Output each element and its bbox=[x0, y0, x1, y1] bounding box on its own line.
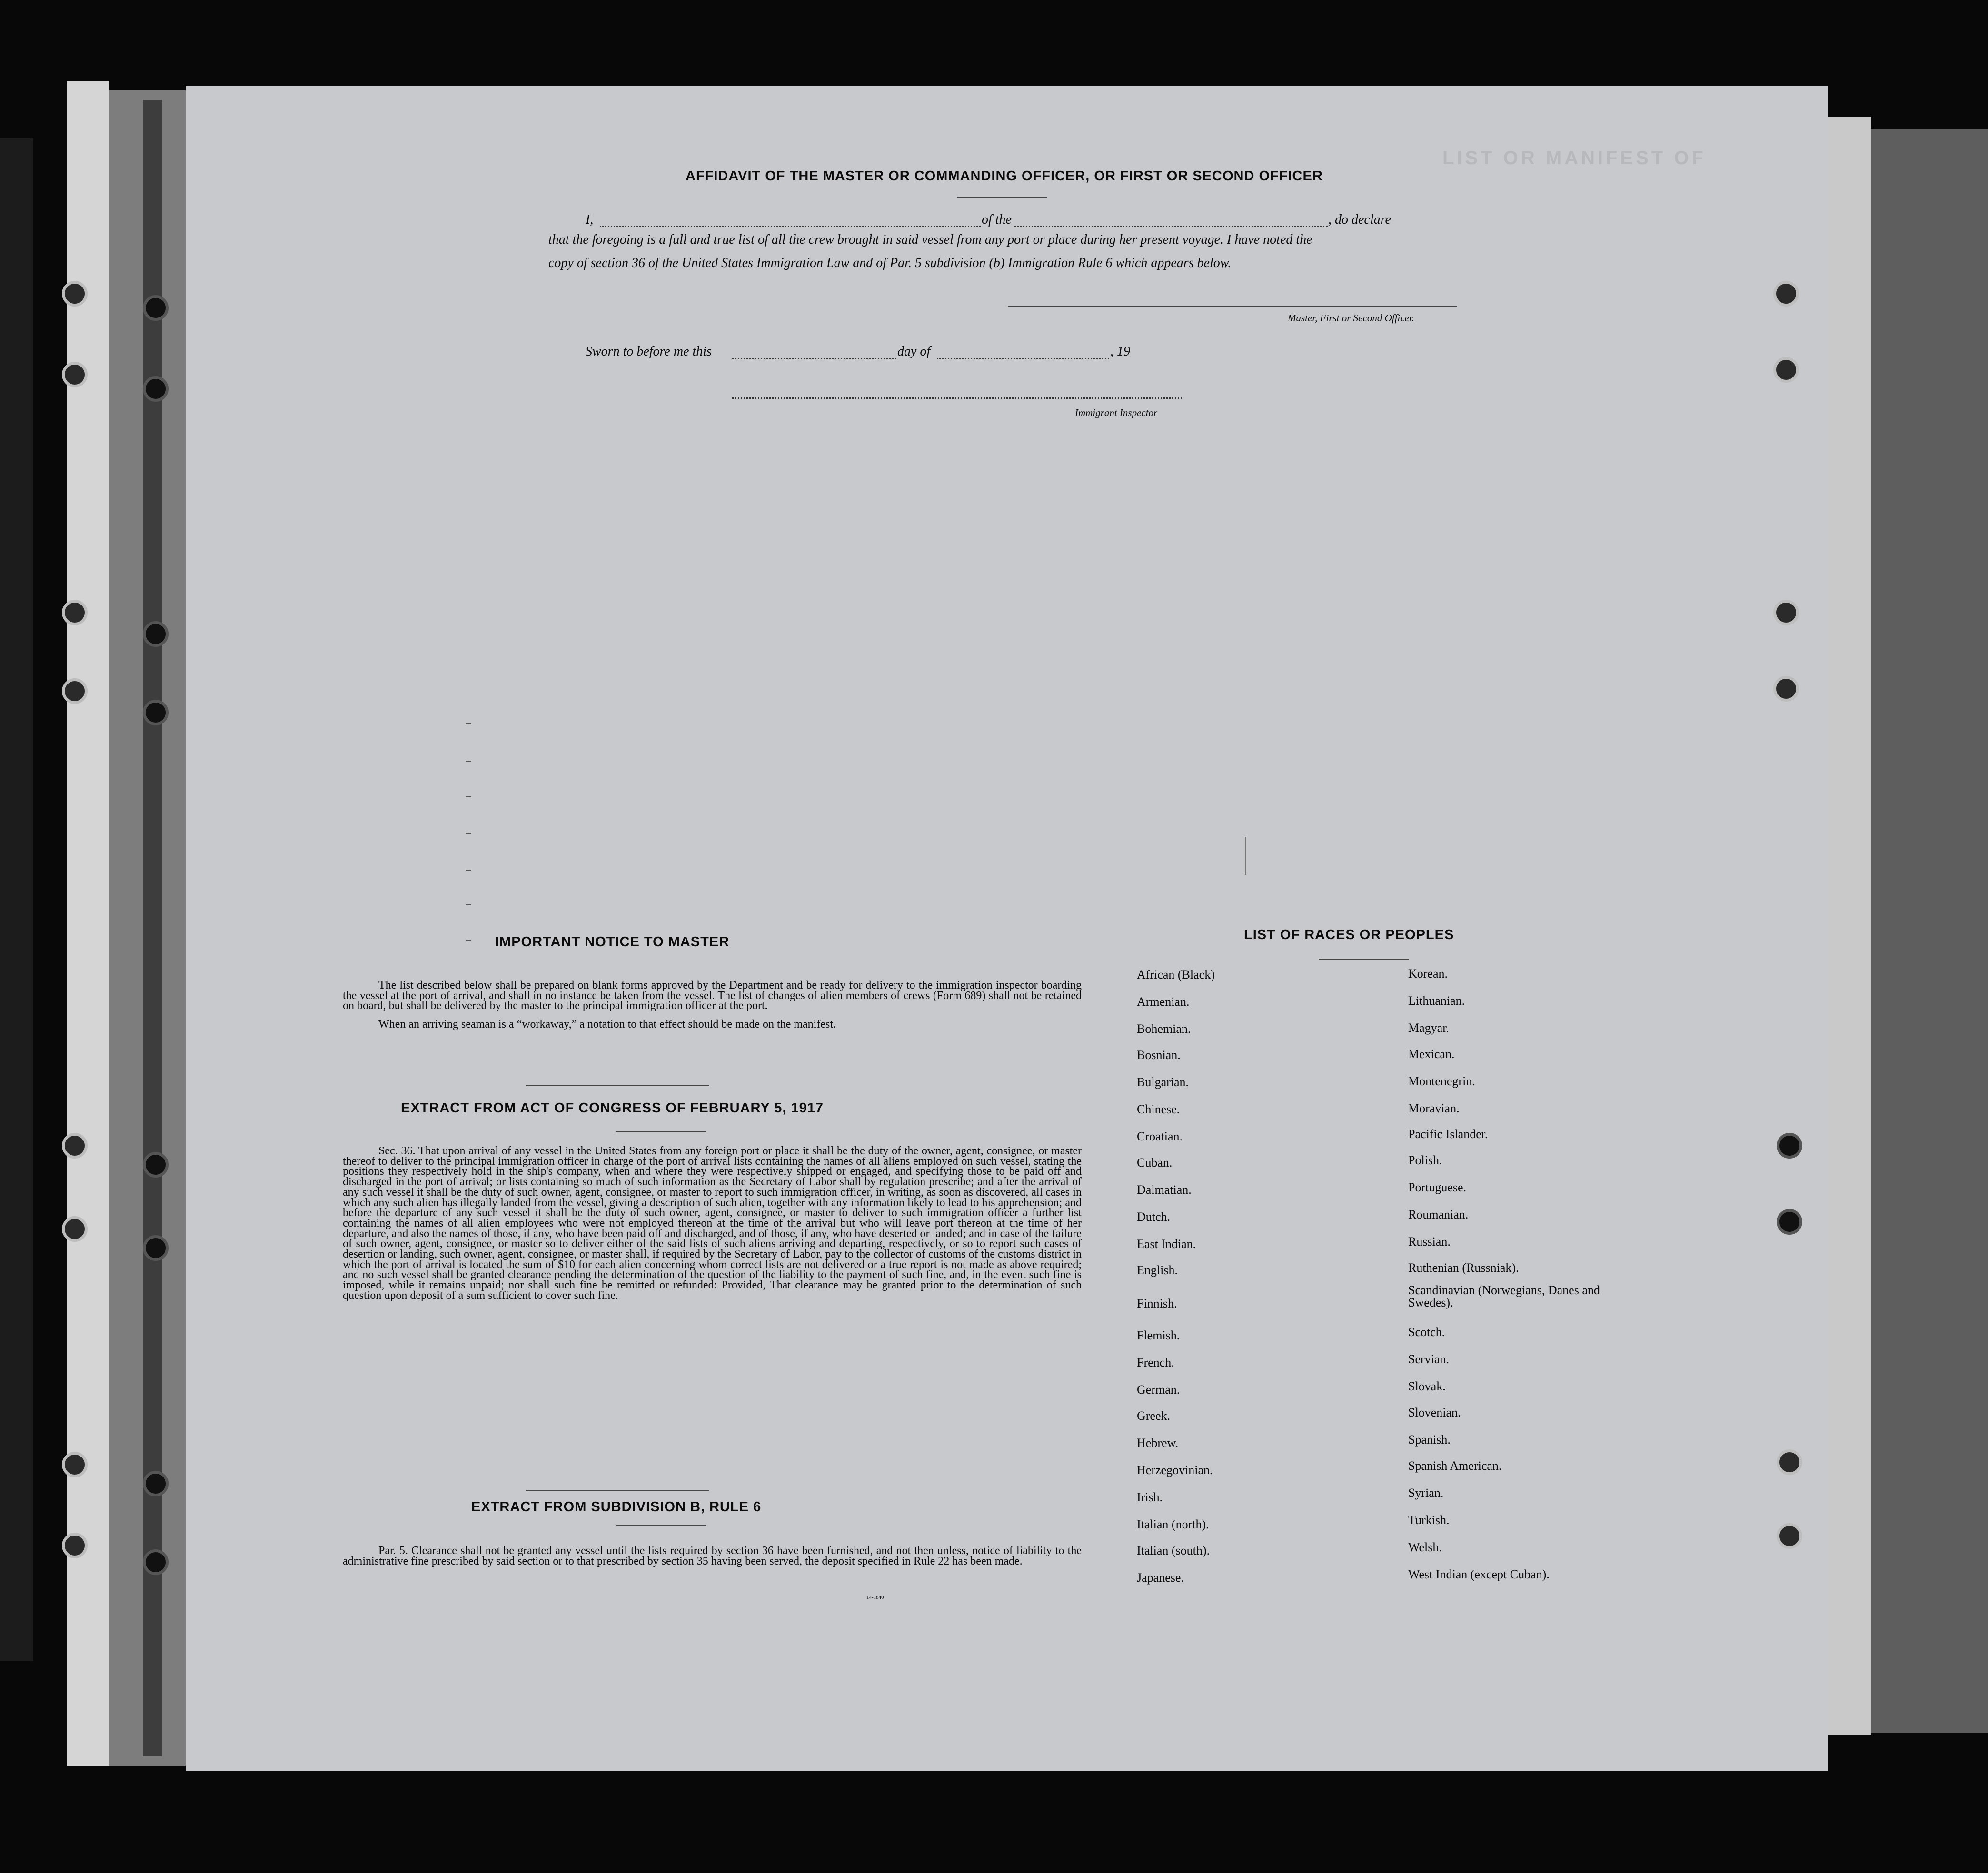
race-left-item: Italian (south). bbox=[1137, 1544, 1210, 1557]
race-right-item: Servian. bbox=[1408, 1352, 1449, 1366]
title-rule bbox=[957, 197, 1047, 198]
affidavit-do-declare-label: , do declare bbox=[1328, 212, 1391, 227]
margin-tick bbox=[466, 761, 471, 762]
race-left-item: Chinese. bbox=[1137, 1102, 1180, 1116]
notice-paragraph-1: The list described below shall be prepared on blank forms approved by the Department and be ready for delivery to the immigration inspector boarding the vessel at the port of arrival, and shall in no instance be taken from the vessel. The list of changes of alien members of crews (Form 689) shall not be retained on board, but shall be delivered by the master to the principal immigration officer at the port. bbox=[343, 979, 1082, 1012]
race-left-item: African (Black) bbox=[1137, 968, 1215, 981]
punch-hole bbox=[143, 621, 169, 647]
punch-hole bbox=[62, 600, 88, 625]
margin-tick bbox=[466, 833, 471, 834]
extract-rule-title: EXTRACT FROM SUBDIVISION B, RULE 6 bbox=[471, 1499, 762, 1515]
affidavit-of-the-label: of the bbox=[982, 212, 1012, 227]
sworn-month-field[interactable] bbox=[937, 358, 1109, 359]
race-left-item: Finnish. bbox=[1137, 1297, 1177, 1310]
binding-shadow bbox=[143, 100, 162, 1756]
day-of-label: day of bbox=[897, 344, 931, 359]
race-left-item: East Indian. bbox=[1137, 1237, 1196, 1251]
race-right-item: Roumanian. bbox=[1408, 1208, 1469, 1221]
title-rule bbox=[616, 1525, 706, 1526]
page-edge-right bbox=[1823, 117, 1871, 1735]
punch-hole bbox=[1777, 1449, 1802, 1475]
punch-hole bbox=[62, 1133, 88, 1159]
race-left-item: Herzegovinian. bbox=[1137, 1463, 1213, 1477]
punch-hole bbox=[1773, 281, 1799, 307]
race-left-item: Armenian. bbox=[1137, 995, 1190, 1009]
affidavit-line-2: that the foregoing is a full and true list of all the crew brought in said vessel from any port or place during her present voyage. I have noted the bbox=[548, 232, 1312, 247]
punch-hole bbox=[143, 1549, 169, 1575]
inspector-signature-line[interactable] bbox=[732, 397, 1182, 399]
punch-hole bbox=[62, 1533, 88, 1558]
margin-tick bbox=[466, 723, 471, 724]
race-right-item: Magyar. bbox=[1408, 1021, 1449, 1035]
race-left-item: Dutch. bbox=[1137, 1210, 1171, 1224]
margin-tick bbox=[466, 940, 471, 941]
punch-hole bbox=[143, 700, 169, 725]
race-right-item: Spanish American. bbox=[1408, 1459, 1502, 1473]
race-left-item: Irish. bbox=[1137, 1490, 1163, 1504]
punch-hole bbox=[1773, 357, 1799, 383]
race-left-item: Japanese. bbox=[1137, 1571, 1184, 1585]
extract-act-text: Sec. 36. That upon arrival of any vessel in the United States from any foreign port or place it shall be the duty of the owner, agent, consignee, or master thereof to deliver to the principal immigration officer in charge of the port of arrival lists containing the names of all aliens employed on such vessel, stating the positions they respectively hold in the ship's company, when and where they were respectively shipped or engaged, and specifying those to be paid off and discharged in the port of arrival; or lists containing so much of such information as the Secretary of Labor shall by regulation prescribe; and after the arrival of any such vessel it shall be the duty of such owner, agent, consignee, or master to report to such immigration officer, in writing, as soon as discovered, all cases in which any such alien has illegally landed from the vessel, giving a description of such alien, together with any information likely to lead to his apprehension; and before the departure of any such vessel it shall be the duty of such owner, agent, consignee, or master to deliver to such immigration officer a further list containing the names of all alien employees who were not employed thereon at the time of the arrival but who will leave port thereon at the time of her departure, and also the names of those, if any, who have been paid off and discharged, and of those, if any, who have deserted or landed; and in case of the failure of such owner, agent, consignee, or master so to deliver either of the said lists of such aliens arriving and departing, respectively, or so to report such cases of desertion or landing, such owner, agent, consignee, or master shall, if required by the Secretary of Labor, pay to the collector of customs of the customs district in which the port of arrival is located the sum of $10 for each alien concerning whom correct lists are not delivered or a true report is not made as above required; and no such vessel shall be granted clearance pending the determination of the question of the liability to the payment of such fine, and, in the event such fine is imposed, while it remains unpaid; nor shall such fine be remitted or refunded: Provided, That clearance may be granted prior to the determination of such question upon deposit of a sum sufficient to cover such fine. bbox=[343, 1145, 1082, 1302]
bleed-through-text: LIST OR MANIFEST OF bbox=[1442, 148, 1706, 168]
race-right-item: Moravian. bbox=[1408, 1101, 1460, 1115]
punch-hole bbox=[1777, 1209, 1802, 1235]
race-right-item: Korean. bbox=[1408, 967, 1448, 981]
race-right-item: Turkish. bbox=[1408, 1513, 1450, 1527]
title-rule bbox=[616, 1131, 706, 1132]
punch-hole bbox=[62, 1452, 88, 1477]
punch-hole bbox=[62, 1216, 88, 1242]
race-left-item: Greek. bbox=[1137, 1409, 1171, 1423]
affidavit-title: AFFIDAVIT OF THE MASTER OR COMMANDING OFFICER, OR FIRST OR SECOND OFFICER bbox=[686, 168, 1323, 184]
master-name-field[interactable] bbox=[600, 226, 981, 227]
race-right-item: Spanish. bbox=[1408, 1433, 1451, 1447]
punch-hole bbox=[143, 295, 169, 321]
race-left-item: Bulgarian. bbox=[1137, 1075, 1189, 1089]
punch-hole bbox=[62, 281, 88, 307]
punch-hole bbox=[62, 678, 88, 704]
punch-hole bbox=[1777, 1523, 1802, 1549]
race-left-item: French. bbox=[1137, 1356, 1174, 1369]
race-right-item: West Indian (except Cuban). bbox=[1408, 1567, 1550, 1581]
margin-tick bbox=[466, 870, 471, 871]
title-rule bbox=[1319, 959, 1409, 960]
punch-hole bbox=[62, 362, 88, 387]
inspector-caption: Immigrant Inspector bbox=[1075, 407, 1158, 418]
race-right-item: Montenegrin. bbox=[1408, 1074, 1475, 1088]
section-rule bbox=[526, 1085, 709, 1086]
race-left-item: Hebrew. bbox=[1137, 1436, 1179, 1450]
race-left-item: Cuban. bbox=[1137, 1156, 1173, 1169]
race-right-item: Portuguese. bbox=[1408, 1180, 1467, 1194]
extract-rule-text: Par. 5. Clearance shall not be granted any vessel until the lists required by section 36 have been furnished, and not then unless, notice of liability to the administrative fine prescribed by said section or to that prescribed by section 35 having been served, the deposit specified in Rule 22 has been made. bbox=[343, 1545, 1082, 1567]
race-right-item: Polish. bbox=[1408, 1153, 1442, 1167]
notice-title: IMPORTANT NOTICE TO MASTER bbox=[495, 934, 730, 950]
race-right-item: Slovak. bbox=[1408, 1379, 1446, 1393]
race-left-item: German. bbox=[1137, 1383, 1180, 1397]
year-prefix: , 19 bbox=[1110, 344, 1130, 359]
adjacent-page-strip bbox=[0, 138, 33, 1661]
race-left-item: Croatian. bbox=[1137, 1130, 1183, 1143]
punch-hole bbox=[1773, 600, 1799, 625]
race-right-item: Russian. bbox=[1408, 1235, 1451, 1249]
officer-caption: Master, First or Second Officer. bbox=[1288, 312, 1414, 324]
race-right-item: Lithuanian. bbox=[1408, 994, 1465, 1008]
punch-hole bbox=[1773, 676, 1799, 702]
race-left-item: Bohemian. bbox=[1137, 1022, 1191, 1036]
race-left-item: Dalmatian. bbox=[1137, 1183, 1192, 1197]
affidavit-i-label: I, bbox=[586, 212, 594, 227]
officer-signature-line[interactable] bbox=[1008, 306, 1457, 307]
extract-act-title: EXTRACT FROM ACT OF CONGRESS OF FEBRUARY 5, 1917 bbox=[401, 1100, 824, 1116]
race-right-item: Slovenian. bbox=[1408, 1406, 1461, 1419]
punch-hole bbox=[143, 1471, 169, 1496]
race-left-item: Italian (north). bbox=[1137, 1517, 1209, 1531]
punch-hole bbox=[143, 1235, 169, 1261]
margin-tick bbox=[466, 796, 471, 797]
race-right-item: Syrian. bbox=[1408, 1486, 1444, 1500]
punch-hole bbox=[1777, 1133, 1802, 1159]
race-right-item: Welsh. bbox=[1408, 1540, 1442, 1554]
race-right-item: Mexican. bbox=[1408, 1047, 1455, 1061]
notice-paragraph-2: When an arriving seaman is a “workaway,” a notation to that effect should be made on the manifest. bbox=[378, 1018, 836, 1031]
margin-tick bbox=[466, 904, 471, 905]
race-right-item: Ruthenian (Russniak). bbox=[1408, 1261, 1519, 1275]
affidavit-line-3: copy of section 36 of the United States Immigration Law and of Par. 5 subdivision (b) Immigration Rule 6 which appears below. bbox=[548, 256, 1232, 270]
race-right-item: Pacific Islander. bbox=[1408, 1127, 1488, 1141]
sworn-day-field[interactable] bbox=[732, 358, 896, 359]
race-left-item: English. bbox=[1137, 1263, 1178, 1277]
section-rule bbox=[526, 1490, 709, 1491]
race-left-item: Flemish. bbox=[1137, 1328, 1180, 1342]
manifest-page bbox=[186, 86, 1828, 1771]
punch-hole bbox=[143, 376, 169, 402]
punch-hole bbox=[143, 1152, 169, 1178]
races-title: LIST OF RACES OR PEOPLES bbox=[1244, 927, 1454, 942]
race-right-item: Scotch. bbox=[1408, 1325, 1445, 1339]
binding-edge bbox=[67, 81, 109, 1766]
vessel-name-field[interactable] bbox=[1014, 226, 1328, 227]
race-left-item: Bosnian. bbox=[1137, 1048, 1181, 1062]
sworn-label: Sworn to before me this bbox=[586, 344, 712, 359]
race-right-item: Scandinavian (Norwegians, Danes and Swedes). bbox=[1408, 1283, 1600, 1309]
smudge-mark bbox=[1245, 837, 1250, 875]
form-number: 14-1840 bbox=[866, 1595, 884, 1600]
